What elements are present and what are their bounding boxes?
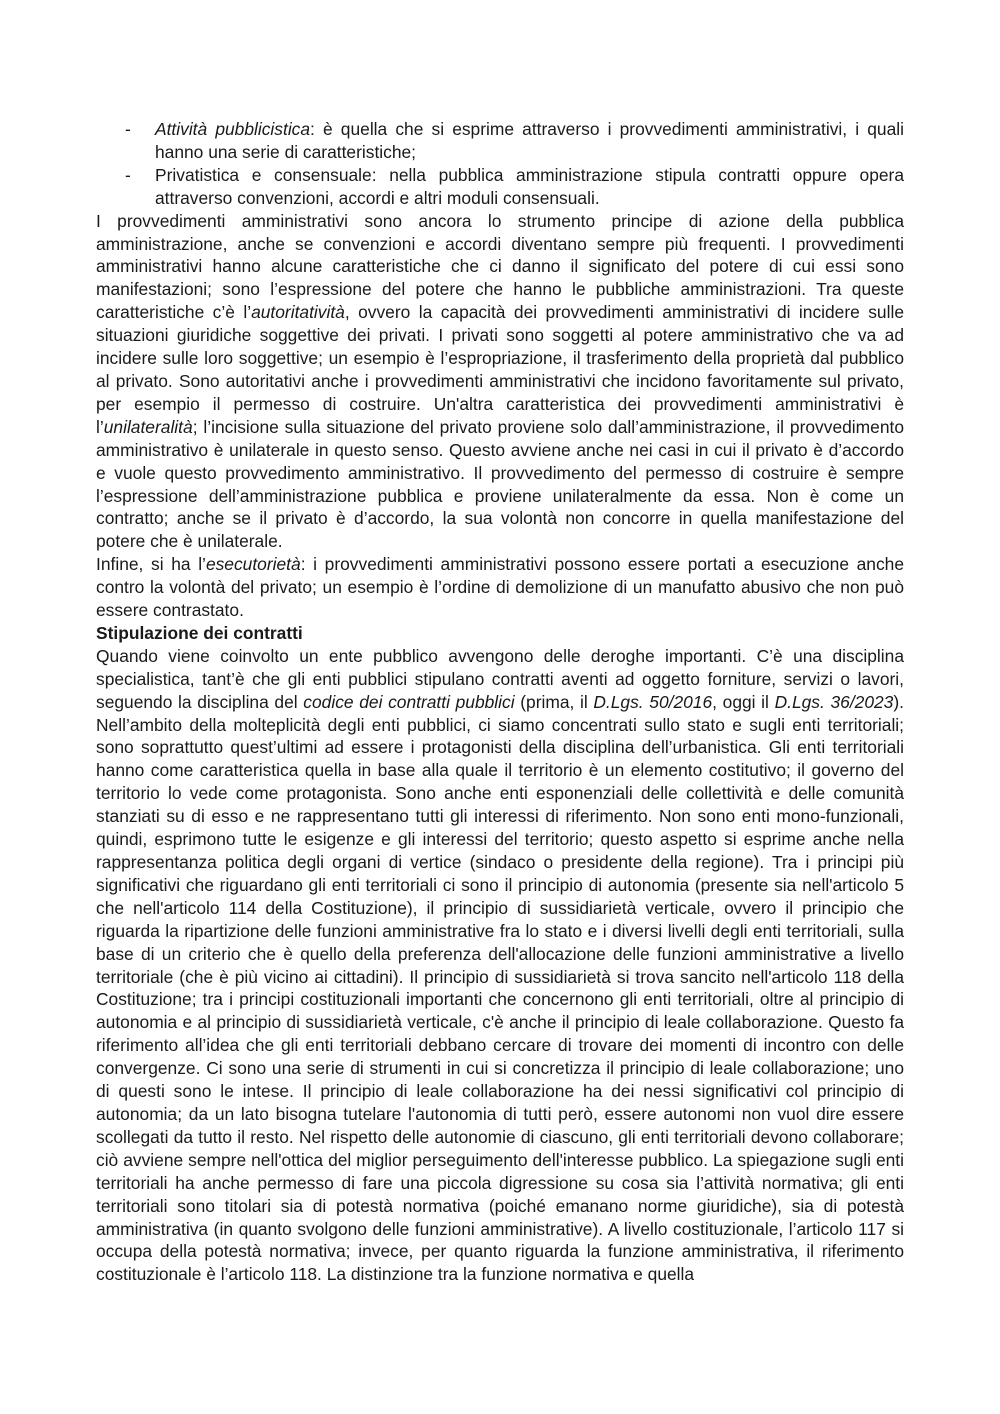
paragraph-text: Quando viene coinvolto un ente pubblico avvengono delle deroghe importanti. C’è una disciplina specialistica, tant’è che gli enti pubblici stipulano contratti aventi ad oggetto forniture, servizi o lavori, seguendo la disciplina del <box>96 645 904 712</box>
paragraph-stipulazione <box>96 645 904 1286</box>
term-dlgs-2016: D.Lgs. 50/2016 <box>593 691 713 712</box>
paragraph-text: Infine, si ha l’ <box>96 554 206 575</box>
term-unilateralita: unilateralità <box>103 416 193 437</box>
bullet-dash: - <box>125 164 131 185</box>
list-item <box>96 118 904 164</box>
list-item-text: : è quella che si esprime attraverso i provvedimenti amministrativi, i quali hanno una serie di caratteristiche; <box>155 119 904 162</box>
bullet-dash: - <box>125 119 131 139</box>
term-codice-contratti: codice dei contratti pubblici <box>303 691 515 712</box>
paragraph-text: (prima, il <box>514 691 594 712</box>
list-item-text: Privatistica e consensuale: nella pubblica amministrazione stipula contratti oppure opera attraverso convenzioni, accordi e altri moduli consensuali. <box>155 164 904 208</box>
term-dlgs-2023: D.Lgs. 36/2023 <box>774 691 894 712</box>
section-heading: Stipulazione dei contratti <box>96 622 303 643</box>
paragraph-text: , oggi il <box>712 691 775 712</box>
term-esecutorieta: esecutorietà <box>205 554 301 575</box>
list-item <box>96 164 904 210</box>
paragraph-text: , ovvero la capacità dei provvedimenti amministrativi di incidere sulle situazioni giuridiche soggettive dei privati. I privati sono soggetti al potere amministrativo che va ad incidere sulle loro soggettive; un esempio è l’espropriazione, il trasferimento della proprietà dal pubblico al privato. Sono autoritativi anche i provvedimenti amministrativi che incidono favoritamente sul privato, per esempio il permesso di costruire. Un'altra caratteristica dei provvedimenti amministrativi è l’ <box>96 302 905 437</box>
paragraph-text: ; l’incisione sulla situazione del privato proviene solo dall’amministrazione, il provvedimento amministrativo è unilaterale in questo senso. Questo avviene anche nei casi in cui il privato è d’accordo e vuole questo provvedimento amministrativo. Il provvedimento del permesso di costruire è sempre l’espressione dell’amministrazione pubblica e proviene unilateralmente da essa. Non è come un contratto; anche se il privato è d’accordo, la sua volontà non concorre in quella manifestazione del potere che è unilaterale. <box>96 416 904 552</box>
bullet-list <box>96 118 904 210</box>
paragraph-provvedimenti <box>96 210 904 554</box>
paragraph-text: ). Nell’ambito della molteplicità degli enti pubblici, ci siamo concentrati sullo stato e sugli enti territoriali; sono soprattutto quest’ultimi ad essere i protagonisti della disciplina dell’urbanistica. Gli enti territoriali hanno come caratteristica quella in base alla quale il territorio è un elemento costitutivo; il governo del territorio lo vede come protagonista. Sono anche enti esponenziali delle collettività e delle comunità stanziati su di esso e ne rappresentano tutti gli interessi di riferimento. Non sono enti mono-funzionali, quindi, esprimono tutte le esigenze e gli interessi del territorio; questo aspetto si esprime anche nella rappresentanza politica degli organi di vertice (sindaco o presidente della regione). Tra i principi più significativi che riguardano gli enti territoriali ci sono il principio di autonomia (presente sia nell'articolo 5 che nell'articolo 114 della Costituzione), il principio di sussidiarietà verticale, ovvero il principio che riguarda la ripartizione delle funzioni amministrative fra lo stato e i diversi livelli degli enti territoriali, sulla base di un criterio che è quello della preferenza dell'allocazione delle funzioni amministrative a livello territoriale (che è più vicino ai cittadini). Il principio di sussidiarietà si trova sancito nell'articolo 118 della Costituzione; tra i principi costituzionali importanti che concernono gli enti territoriali, oltre al principio di autonomia e al principio di sussidiarietà verticale, c'è anche il principio di leale collaborazione. Questo fa riferimento all’idea che gli enti territoriali debbano cercare di trovare dei momenti di incontro con delle convergenze. Ci sono una serie di strumenti in cui si concretizza il principio di leale collaborazione; uno di questi sono le intese. Il principio di leale collaborazione ha dei nessi significativi col principio di autonomia; da un lato bisogna tutelare l'autonomia di tutti però, essere autonomi non vuol dire essere scollegati da tutto il resto. Nel rispetto delle autonomie di ciascuno, gli enti territoriali devono collaborare; ciò avviene sempre nell'ottica del miglior perseguimento dell'interesse pubblico. La spiegazione sugli enti territoriali ha anche permesso di fare una piccola digressione su cosa sia l’attività normativa; gli enti territoriali sono titolari sia di potestà normativa (poiché emanano norme giuridiche), sia di potestà amministrativa (in quanto svolgono delle funzioni amministrative). A livello costituzionale, l’articolo 117 si occupa della potestà normativa; invece, per quanto riguarda la funzione amministrativa, il riferimento costituzionale è l’articolo 118. La distinzione tra la funzione normativa e quella <box>96 691 904 1285</box>
paragraph-text: : i provvedimenti amministrativi possono essere portati a esecuzione anche contro la volontà del privato; un esempio è l’ordine di demolizione di un manufatto abusivo che non può essere contrastato. <box>96 554 905 621</box>
document-page <box>96 118 904 1286</box>
paragraph-esecutorieta <box>96 553 904 622</box>
paragraph-text: I provvedimenti amministrativi sono ancora lo strumento principe di azione della pubblica amministrazione, anche se convenzioni e accordi diventano sempre più frequenti. I provvedimenti amministrativi hanno alcune caratteristiche che ci danno il significato del potere di cui essi sono manifestazioni; sono l’espressione del potere che hanno le pubbliche amministrazioni. Tra queste caratteristiche c’è l’ <box>96 210 904 323</box>
term-autoritativita: autoritatività <box>251 302 345 323</box>
term-attivita-pubblicistica: Attività pubblicistica <box>155 119 311 139</box>
